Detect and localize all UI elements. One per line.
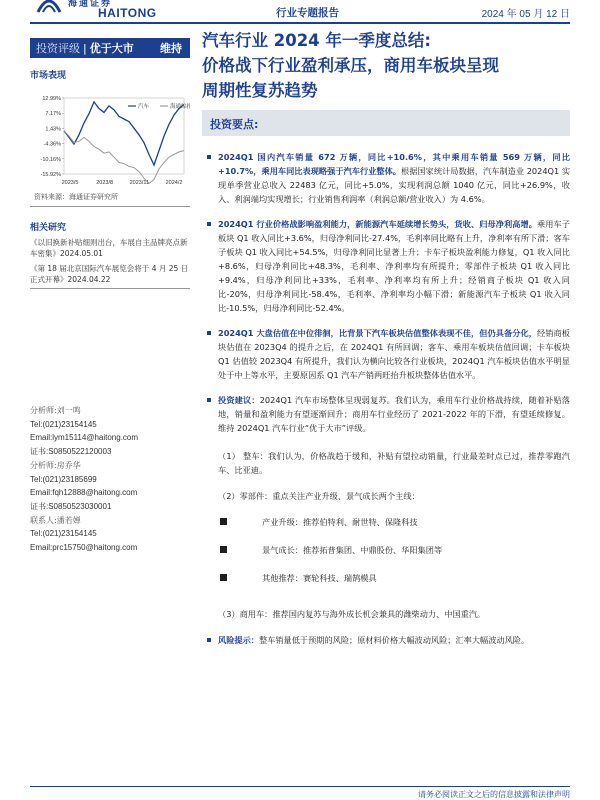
key-point-text: 根据国家统计局数据，汽车制造业 2024Q1 实现单季营业总收入 22483 亿元，同比+5.0%，实现利润总额 1040 亿元，同比+26.9%，收入、利润端均实现增长；行业销售利润率（利润总额/营业收入）为 4.6%。 [218,166,571,204]
key-point-text: 经销商板块估值在 2023Q4 的提升之后，在 2024Q1 有所回调；客车、乘用车板块估值回调；卡车板块 Q1 估值较 2023Q4 有所提升，我们认为横向比较各行业板块，2024Q1 汽车板块估值水平明显处于中上等水平，主要原因系 Q1 汽车产销两旺抬升板块整体估值水平。 [218,328,570,380]
risk-text: 整车销量低于预期的风险；原材料价格大幅波动风险；汇率大幅波动风险。 [258,635,530,645]
key-point-1 [206,150,570,206]
related-research [30,220,190,289]
key-point-highlight: 2024Q1 国内汽车销量 672 万辆，同比+10.6%，其中乘用车销量 569 万辆，同比+10.7%，乘用车同比表现略强于汽车行业整体。 [218,152,570,176]
x-tick-label: 2023/5 [61,180,79,186]
recommendation-commercial: （3）商用车：推荐国内复苏与海外成长机会兼具的潍柴动力、中国重汽。 [218,609,486,619]
key-point-text: 乘用车子板块 Q1 收入同比+3.6%，归母净利同比-27.4%，毛利率同比略有上升，净利率有所下滑；客车子板块 Q1 收入同比+54.5%，归母净利同比显著上升；卡车子板块盈利能力修复，Q1 收入同比+8.6%，归母净利同比+48.3%，毛利率、净利率均有所提升；零部件子板块 Q1 收入同比+9.4%，归母净利同比+33%，毛利率、净利率均有所上升；经销商子板块 Q1 收入同比-20%，归母净利同比-58.4%，毛利率、净利率均小幅下滑；新能源汽车子板块 Q1 收入同比-10.5%，归母净利同比-52.4%。 [218,219,570,313]
key-points-body [206,150,570,647]
key-point-3 [206,326,570,382]
haitong-logo [30,0,160,22]
report-date: 2024 年 05 月 12 日 [481,9,570,20]
source-divider [30,206,190,207]
analyst-list [30,404,190,555]
analyst-card [30,514,190,555]
key-point-2 [206,217,570,315]
related-item[interactable]: 《以旧换新补贴细则出台，车展自主品牌亮点新车密集》2024.05.01 [30,238,188,258]
rating-label: 投资评级 [36,42,80,55]
analyst-card [30,459,190,514]
market-title: 市场表现 [30,71,67,81]
analyst-email[interactable]: Email:fqh12888@haitong.com [30,488,138,498]
legend-label: 汽车 [138,104,150,110]
header-divider [30,22,570,24]
x-tick-label: 2023/8 [96,180,114,186]
y-tick-label: -10.16% [40,156,61,163]
analyst-name: 分析师:刘一鸣 [30,406,81,415]
title-line: 价格战下行业盈利承压，商用车板块呈现 [202,56,499,75]
related-divider [30,288,190,289]
y-tick-label: 1.43% [45,126,61,133]
related-item[interactable]: 《第 18 届北京国际汽车展览会将于 4 月 25 日正式开幕》2024.04.22 [30,264,189,284]
investment-rating [30,38,190,58]
analyst-tel: Tel:(021)23185699 [30,474,97,484]
recommendation-parts: （2）零部件：重点关注产业升级、景气成长两个主线： [218,491,420,501]
rating-change: 维持 [160,42,182,55]
analyst-name: 联系人:潘若婵 [30,515,81,525]
logo-chinese: 海通证券 [68,0,113,9]
analyst-cert: 证书:S0850523030001 [30,501,112,511]
market-chart-svg [30,92,190,188]
y-tick-label: -15.92% [40,172,61,178]
haitong-logo-icon [36,0,62,14]
report-type: 行业专题报告 [276,7,339,19]
key-point-text: 2024Q1 汽车市场整体呈现弱复苏。我们认为，乘用车行业价格战持续，随着补贴落地，销量和盈利能力有望逐渐回升；商用车行业经历了 2021-2022 年的下滑，有望延续修复。维持 2024Q1 汽车行业“优于大市”评级。 [218,395,570,433]
analyst-email[interactable]: Email:prc15750@haitong.com [30,543,138,553]
title-line: 汽车行业 2024 年一季度总结: [202,31,432,50]
related-title: 相关研究 [30,223,67,233]
y-tick-label: -4.36% [43,141,61,148]
footer-divider [30,786,570,787]
report-title [202,28,574,103]
chart-source: 资料来源：海通证券研究所 [34,193,118,201]
key-points-label: 投资要点: [210,118,259,131]
x-tick-label: 2024/2 [165,180,183,186]
analyst-tel: Tel:(021)23154145 [30,529,97,539]
key-point-highlight: 投资建议： [218,395,260,405]
sub-item-growth: 景气成长：推荐拓普集团、中鼎股份、华阳集团等 [206,543,570,557]
series-line-index [61,131,184,186]
market-chart [30,92,190,188]
risk-label: 风险提示： [218,635,259,645]
page-header [0,0,600,26]
logo-english: HAITONG [98,6,157,20]
chart-frame [64,98,184,174]
analyst-card [30,404,190,459]
key-point-highlight: 2024Q1 行业价格战影响盈利能力，新能源汽车延续增长势头，货收、归母净利高增。 [218,219,538,229]
y-tick-label: 12.99% [42,96,61,102]
title-line: 周期性复苏趋势 [202,81,318,100]
footer-disclaimer: 请务必阅读正文之后的信息披露和法律声明 [418,790,570,799]
recommendation-vehicles: （1） 整车：我们认为，价格战趋于缓和，补贴有望拉动销量，行业最差时点已过，推荐零跑汽车、比亚迪。 [218,451,570,475]
analyst-cert: 证书:S0850522120003 [30,447,112,457]
key-point-4 [206,393,570,435]
analyst-name: 分析师:房乔华 [30,460,81,470]
series-line-auto [64,102,184,165]
risk-warning [206,633,570,647]
sub-item-upgrade: 产业升级：推荐伯特利、耐世特、保隆科技 [206,515,570,529]
sub-item-other: 其他推荐：赛轮科技、瑞鹄模具 [206,571,570,585]
y-tick-label: 7.17% [45,111,61,118]
legend-label: 海通综指 [170,104,190,110]
x-tick-label: 2023/11 [129,180,150,186]
key-point-highlight: 2024Q1 大盘估值在中位徘徊，比背景下汽车板块估值整体表现不佳，但仍具备分化， [218,328,538,338]
rating-separator: | [83,41,87,55]
key-points-bar [202,110,570,136]
analyst-tel: Tel:(021)23154145 [30,419,97,429]
rating-value: 优于大市 [89,42,134,55]
analyst-email[interactable]: Email:lym15114@haitong.com [30,433,139,443]
